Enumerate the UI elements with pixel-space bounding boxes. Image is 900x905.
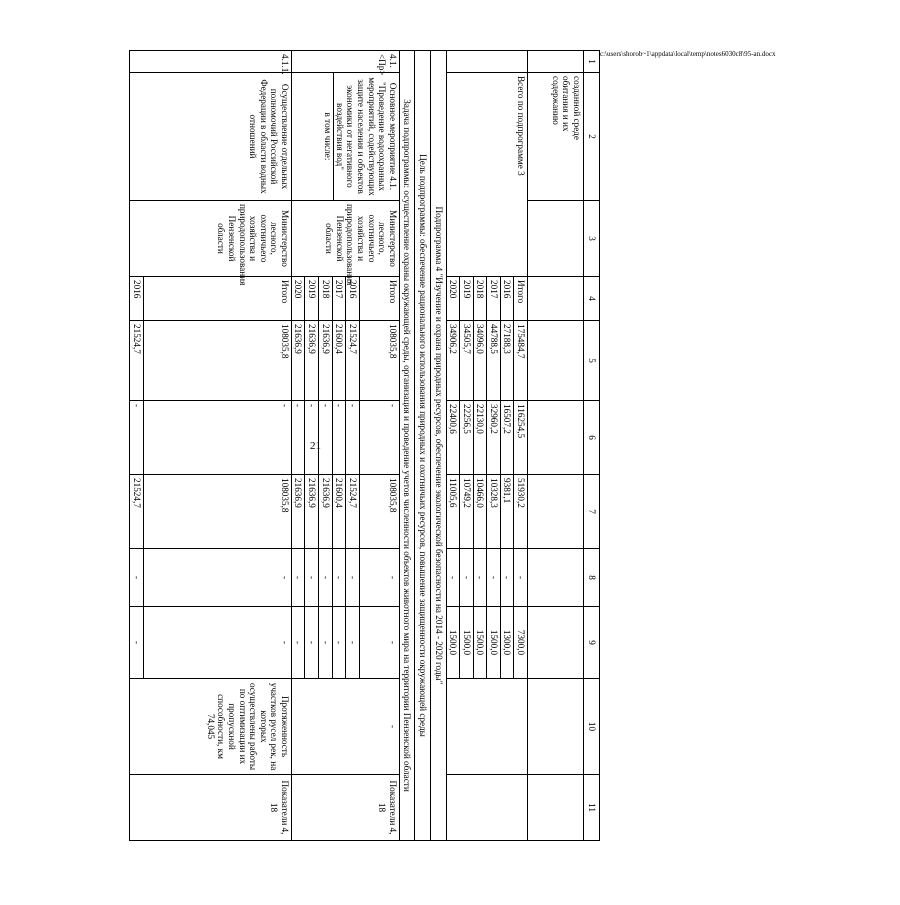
value-cell-c6: - [346,401,360,475]
value-cell-c9: 1500,0 [473,607,487,679]
value-cell-c6: - [291,401,305,475]
value-cell-c5: 27188,3 [500,321,514,401]
value-cell-c5: 34906,2 [446,321,460,401]
header-col-8: 8 [584,549,600,607]
header-col-5: 5 [584,321,600,401]
subtotal-label: Всего по подпрограмме 3 [446,73,527,277]
value-cell-c6: 22130,0 [473,401,487,475]
year-cell: 2017 [487,277,501,321]
empty-cell [446,775,527,841]
measure-name-text: Основное мероприятие 4.1. "Проведение водоохранных мероприятий, содействующих защите населения и объектов экономики от негативного воздействия вод" [334,77,398,196]
header-col-3: 3 [584,201,600,277]
row-number [291,51,399,76]
value-cell-c9: 1500,0 [487,607,501,679]
value-cell-c6: 22256,5 [460,401,474,475]
prev-row-line: обитания и их [561,76,572,132]
value-cell-c6: - [332,401,346,475]
empty-cell [528,549,584,607]
subprogram-goal-row [415,51,431,841]
subprogram-task-row [399,51,415,841]
year-cell: Итого [359,277,399,321]
page-number: 21 [310,440,321,452]
year-cell: Итого [143,277,291,321]
value-cell-c7: 10466,0 [473,475,487,549]
value-cell-c8: - [473,549,487,607]
empty-cell [528,475,584,549]
year-cell: 2019 [460,277,474,321]
prev-row-line: созданной среде [572,76,582,140]
empty-cell [528,277,584,321]
value-cell-c6: 16507,2 [500,401,514,475]
header-col-1: 1 [584,51,600,73]
value-cell-c6: 22400,6 [446,401,460,475]
row-number: 4.1.1. [129,51,291,73]
subprogram-title: Подпрограмма 4 "Изучение и охрана природных ресурсов, обеспечение экологической безопасности на 2014 - 2020 годы" [430,51,446,841]
value-cell-c7: 10749,2 [460,475,474,549]
value-cell-c8: - [305,549,319,607]
empty-cell [528,401,584,475]
value-cell-c9: - [332,607,346,679]
indicator-cell [129,679,291,775]
num-cell [528,51,584,73]
subprogram-goal: Цель подпрограммы: обеспечение рационального использования природных и охотничьих ресурсов, повышение защищенности окружающей среды [415,51,431,841]
value-cell-c5: 175484,7 [514,321,528,401]
value-cell-c7: 51930,2 [514,475,528,549]
value-cell-c9: 7300,0 [514,607,528,679]
value-cell-c7: 10328,3 [487,475,501,549]
value-cell-c5: 34096,0 [473,321,487,401]
measure-name: Осуществление отдельных полномочий Российской Федерации в области водных отношений [129,73,291,201]
value-cell-c8: - [446,549,460,607]
subtotal-row [514,51,528,841]
year-cell: Итого [514,277,528,321]
sub-label-text: в том числе: [323,73,335,200]
indicator-cell: - [291,679,399,775]
empty-cell [528,201,584,277]
value-cell-c8: - [500,549,514,607]
value-cell-c6: - [143,401,291,475]
value-cell-c7: 9381,1 [500,475,514,549]
value-cell-c9: 1300,0 [500,607,514,679]
value-cell-c5: 108035,8 [359,321,399,401]
value-cell-c7: 11005,6 [446,475,460,549]
value-cell-c8: - [514,549,528,607]
row-number-text: 4.1. [387,54,398,68]
value-cell-c8: - [319,549,333,607]
value-cell-c8: - [129,549,143,607]
header-col-9: 9 [584,607,600,679]
prev-row-line: содержанию [550,76,561,125]
header-col-2: 2 [584,73,600,201]
header-col-7: 7 [584,475,600,549]
value-cell-c5: 21524,7 [129,321,143,401]
value-cell-c7: 21636,9 [319,475,333,549]
value-cell-c7: 108035,8 [359,475,399,549]
year-cell: 2020 [291,277,305,321]
measure-411-row [143,51,291,841]
measure-41-row [359,51,399,841]
value-cell-c9: 1500,0 [446,607,460,679]
value-cell-c5: 21636,9 [291,321,305,401]
year-cell: 2016 [346,277,360,321]
header-col-10: 10 [584,679,600,775]
executor: Министерство лесного, охотничьего хозяйства и природопользования Пензенской области [291,201,399,277]
value-cell-c9: - [305,607,319,679]
indicator-value: 74,045 [205,713,216,740]
empty-cell [528,321,584,401]
subprogram-task: Задача подпрограммы: осуществление охраны окружающей среды, организация и проведение учетов численности объектов животного мира на территории Пензенской области [399,51,415,841]
value-cell-c7: 21636,9 [305,475,319,549]
empty-cell [528,775,584,841]
value-cell-c5: 21600,4 [332,321,346,401]
value-cell-c5: 21636,9 [305,321,319,401]
empty-cell [446,679,527,775]
year-cell: 2018 [473,277,487,321]
value-cell-c9: - [359,607,399,679]
empty-cell [528,607,584,679]
value-cell-c8: - [291,549,305,607]
measure-name [291,73,399,201]
value-cell-c9: - [129,607,143,679]
prev-row-text [528,73,584,201]
indicators-ref: Показатели 4, 18 [129,775,291,841]
empty-cell [528,679,584,775]
subprogram-title-row [430,51,446,841]
value-cell-c7: 21524,7 [129,475,143,549]
year-cell: 2018 [319,277,333,321]
indicator-text: Протяженность участков русел рек, на которых осуществлены работы по оптимизации их пропускной способности, км [216,682,290,771]
value-cell-c8: - [346,549,360,607]
row-tag-text: <Пр> [377,54,388,76]
value-cell-c9: - [346,607,360,679]
value-cell-c8: - [460,549,474,607]
value-cell-c8: - [332,549,346,607]
value-cell-c8: - [487,549,501,607]
footer-path-text: c:\users\shorob~1\appdata\local\temp\notes6030c8\95-an.docx [600,50,776,58]
value-cell-c9: - [319,607,333,679]
footer-file-path [600,50,900,60]
value-cell-c6: - [305,401,319,475]
rotated-table-page [60,50,600,840]
header-col-4: 4 [584,277,600,321]
value-cell-c5: 21636,9 [319,321,333,401]
program-table [129,50,600,841]
value-cell-c5: 108035,8 [143,321,291,401]
value-cell-c9: - [291,607,305,679]
value-cell-c9: 1500,0 [460,607,474,679]
year-cell: 2016 [129,277,143,321]
year-cell: 2020 [446,277,460,321]
value-cell-c6: 116254,5 [514,401,528,475]
year-cell: 2019 [305,277,319,321]
header-col-11: 11 [584,775,600,841]
value-cell-c9: - [143,607,291,679]
value-cell-c7: 108035,8 [143,475,291,549]
value-cell-c6: - [359,401,399,475]
year-cell: 2016 [500,277,514,321]
header-row [584,51,600,841]
value-cell-c6: - [129,401,143,475]
value-cell-c8: - [143,549,291,607]
year-cell: 2017 [332,277,346,321]
indicators-ref: Показатели 4, 18 [291,775,399,841]
value-cell-c7: 21600,4 [332,475,346,549]
executor: Министерство лесного, охотничьего хозяйства и природопользования Пензенской области [129,201,291,277]
num-cell [446,51,527,73]
value-cell-c8: - [359,549,399,607]
value-cell-c7: 21524,7 [346,475,360,549]
value-cell-c5: 34505,7 [460,321,474,401]
value-cell-c6: 32960,2 [487,401,501,475]
continuation-row [528,51,584,841]
value-cell-c6: - [319,401,333,475]
value-cell-c5: 44788,5 [487,321,501,401]
value-cell-c5: 21524,7 [346,321,360,401]
value-cell-c7: 21636,9 [291,475,305,549]
header-col-6: 6 [584,401,600,475]
